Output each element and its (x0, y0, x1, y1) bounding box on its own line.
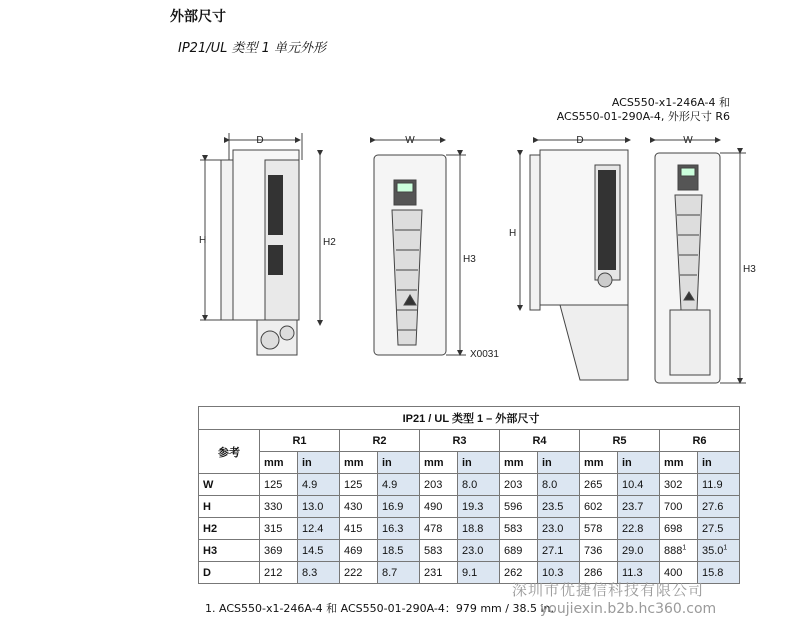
table-cell: 13.0 (298, 496, 340, 518)
unit-in: in (378, 452, 420, 474)
table-cell: 415 (340, 518, 378, 540)
table-cell: 700 (660, 496, 698, 518)
dim-label-h3-left: H3 (463, 254, 476, 265)
table-cell: 203 (420, 474, 458, 496)
unit-in: in (538, 452, 580, 474)
table-cell: 23.7 (618, 496, 660, 518)
table-header-units (199, 452, 740, 474)
frame-header-r4: R4 (500, 430, 580, 452)
unit-mm: mm (340, 452, 378, 474)
watermark-url: youjiexin.b2b.hc360.com (540, 601, 717, 617)
table-cell: 578 (580, 518, 618, 540)
table-cell: 14.5 (298, 540, 340, 562)
dim-label-h-right: H (509, 228, 517, 239)
table-body (199, 474, 740, 584)
table-cell: 35.0$^1$ (698, 540, 740, 562)
table-cell: 286 (580, 562, 618, 584)
table-cell: 18.5 (378, 540, 420, 562)
table-cell: 27.1 (538, 540, 580, 562)
table-header-frames (199, 430, 740, 452)
dimensions-table (198, 406, 740, 584)
table-cell: 583 (500, 518, 538, 540)
frame-header-r5: R5 (580, 430, 660, 452)
table-cell: 302 (660, 474, 698, 496)
table-cell: 222 (340, 562, 378, 584)
table-cell: 212 (260, 562, 298, 584)
table-cell: 19.3 (458, 496, 500, 518)
table-cell: 23.5 (538, 496, 580, 518)
table-cell: 29.0 (618, 540, 660, 562)
drawing-ref-code: X0031 (470, 349, 499, 360)
table-row (199, 540, 740, 562)
table-cell: 583 (420, 540, 458, 562)
unit-mm: mm (580, 452, 618, 474)
dim-label-d-left: D (256, 135, 264, 146)
dim-label-h3-right: H3 (743, 264, 756, 275)
table-cell: 18.8 (458, 518, 500, 540)
table-row (199, 496, 740, 518)
row-label: H (199, 496, 260, 518)
table-cell: 231 (420, 562, 458, 584)
table-cell: 22.8 (618, 518, 660, 540)
row-label: D (199, 562, 260, 584)
dim-label-w-left: W (405, 135, 415, 146)
ref-header: 参考 (199, 430, 260, 474)
table-cell: 596 (500, 496, 538, 518)
left-front-view (374, 140, 466, 355)
table-cell: 265 (580, 474, 618, 496)
table-cell: 262 (500, 562, 538, 584)
dim-label-h-left: H (199, 235, 207, 246)
table-cell: 16.3 (378, 518, 420, 540)
table-cell: 9.1 (458, 562, 500, 584)
page-subtitle: IP21/UL 类型 1 单元外形 (178, 41, 327, 56)
table-cell: 27.5 (698, 518, 740, 540)
footnote: 1. ACS550-x1-246A-4 和 ACS550-01-290A-4：979 mm / 38.5 in. (205, 602, 554, 615)
unit-mm: mm (420, 452, 458, 474)
table-cell: 330 (260, 496, 298, 518)
table-row (199, 474, 740, 496)
table-title-row (199, 407, 740, 430)
page-title: 外部尺寸 (170, 9, 226, 25)
table-cell: 602 (580, 496, 618, 518)
row-label: H3 (199, 540, 260, 562)
table-cell: 11.9 (698, 474, 740, 496)
table-cell: 736 (580, 540, 618, 562)
table-cell: 10.3 (538, 562, 580, 584)
table-cell: 400 (660, 562, 698, 584)
table-cell: 203 (500, 474, 538, 496)
table-cell: $888^1$ (660, 540, 698, 562)
figure-caption-line2: ACS550-01-290A-4, 外形尺寸 R6 (556, 110, 730, 123)
unit-in: in (698, 452, 740, 474)
table-cell: 15.8 (698, 562, 740, 584)
table-cell: 469 (340, 540, 378, 562)
unit-mm: mm (660, 452, 698, 474)
dim-label-h2-left: H2 (323, 237, 336, 248)
table-cell: 490 (420, 496, 458, 518)
table-cell: 125 (340, 474, 378, 496)
unit-mm: mm (500, 452, 538, 474)
table-cell: 23.0 (458, 540, 500, 562)
table-cell: 125 (260, 474, 298, 496)
table-title: IP21 / UL 类型 1 – 外部尺寸 (199, 407, 740, 430)
table-cell: 16.9 (378, 496, 420, 518)
frame-header-r1: R1 (260, 430, 340, 452)
table-cell: 478 (420, 518, 458, 540)
dim-label-w-right: W (683, 135, 693, 146)
table-cell: 12.4 (298, 518, 340, 540)
table-row (199, 518, 740, 540)
table-cell: 698 (660, 518, 698, 540)
right-side-view (520, 140, 630, 380)
table-cell: 27.6 (698, 496, 740, 518)
table-cell: 4.9 (298, 474, 340, 496)
table-cell: 315 (260, 518, 298, 540)
table-cell: 23.0 (538, 518, 580, 540)
table-cell: 8.0 (458, 474, 500, 496)
table-cell: 8.3 (298, 562, 340, 584)
table-cell: 4.9 (378, 474, 420, 496)
frame-header-r6: R6 (660, 430, 740, 452)
watermark-company: 深圳市优捷信科技有限公司 (512, 581, 705, 599)
unit-mm: mm (260, 452, 298, 474)
table-cell: 8.7 (378, 562, 420, 584)
unit-in: in (618, 452, 660, 474)
table-cell: 11.3 (618, 562, 660, 584)
table-cell: 10.4 (618, 474, 660, 496)
table-cell: 689 (500, 540, 538, 562)
frame-header-r2: R2 (340, 430, 420, 452)
unit-in: in (458, 452, 500, 474)
row-label: H2 (199, 518, 260, 540)
figure-caption-line1: ACS550-x1-246A-4 和 (611, 96, 730, 109)
table-cell: 430 (340, 496, 378, 518)
frame-header-r3: R3 (420, 430, 500, 452)
dim-label-d-right: D (576, 135, 584, 146)
right-front-view (655, 140, 746, 383)
unit-in: in (298, 452, 340, 474)
footnote-mark: 1 (682, 543, 687, 551)
left-side-view (200, 133, 320, 355)
table-cell: 8.0 (538, 474, 580, 496)
row-label: W (199, 474, 260, 496)
table-cell: 369 (260, 540, 298, 562)
footnote-mark: 1 (723, 543, 728, 551)
